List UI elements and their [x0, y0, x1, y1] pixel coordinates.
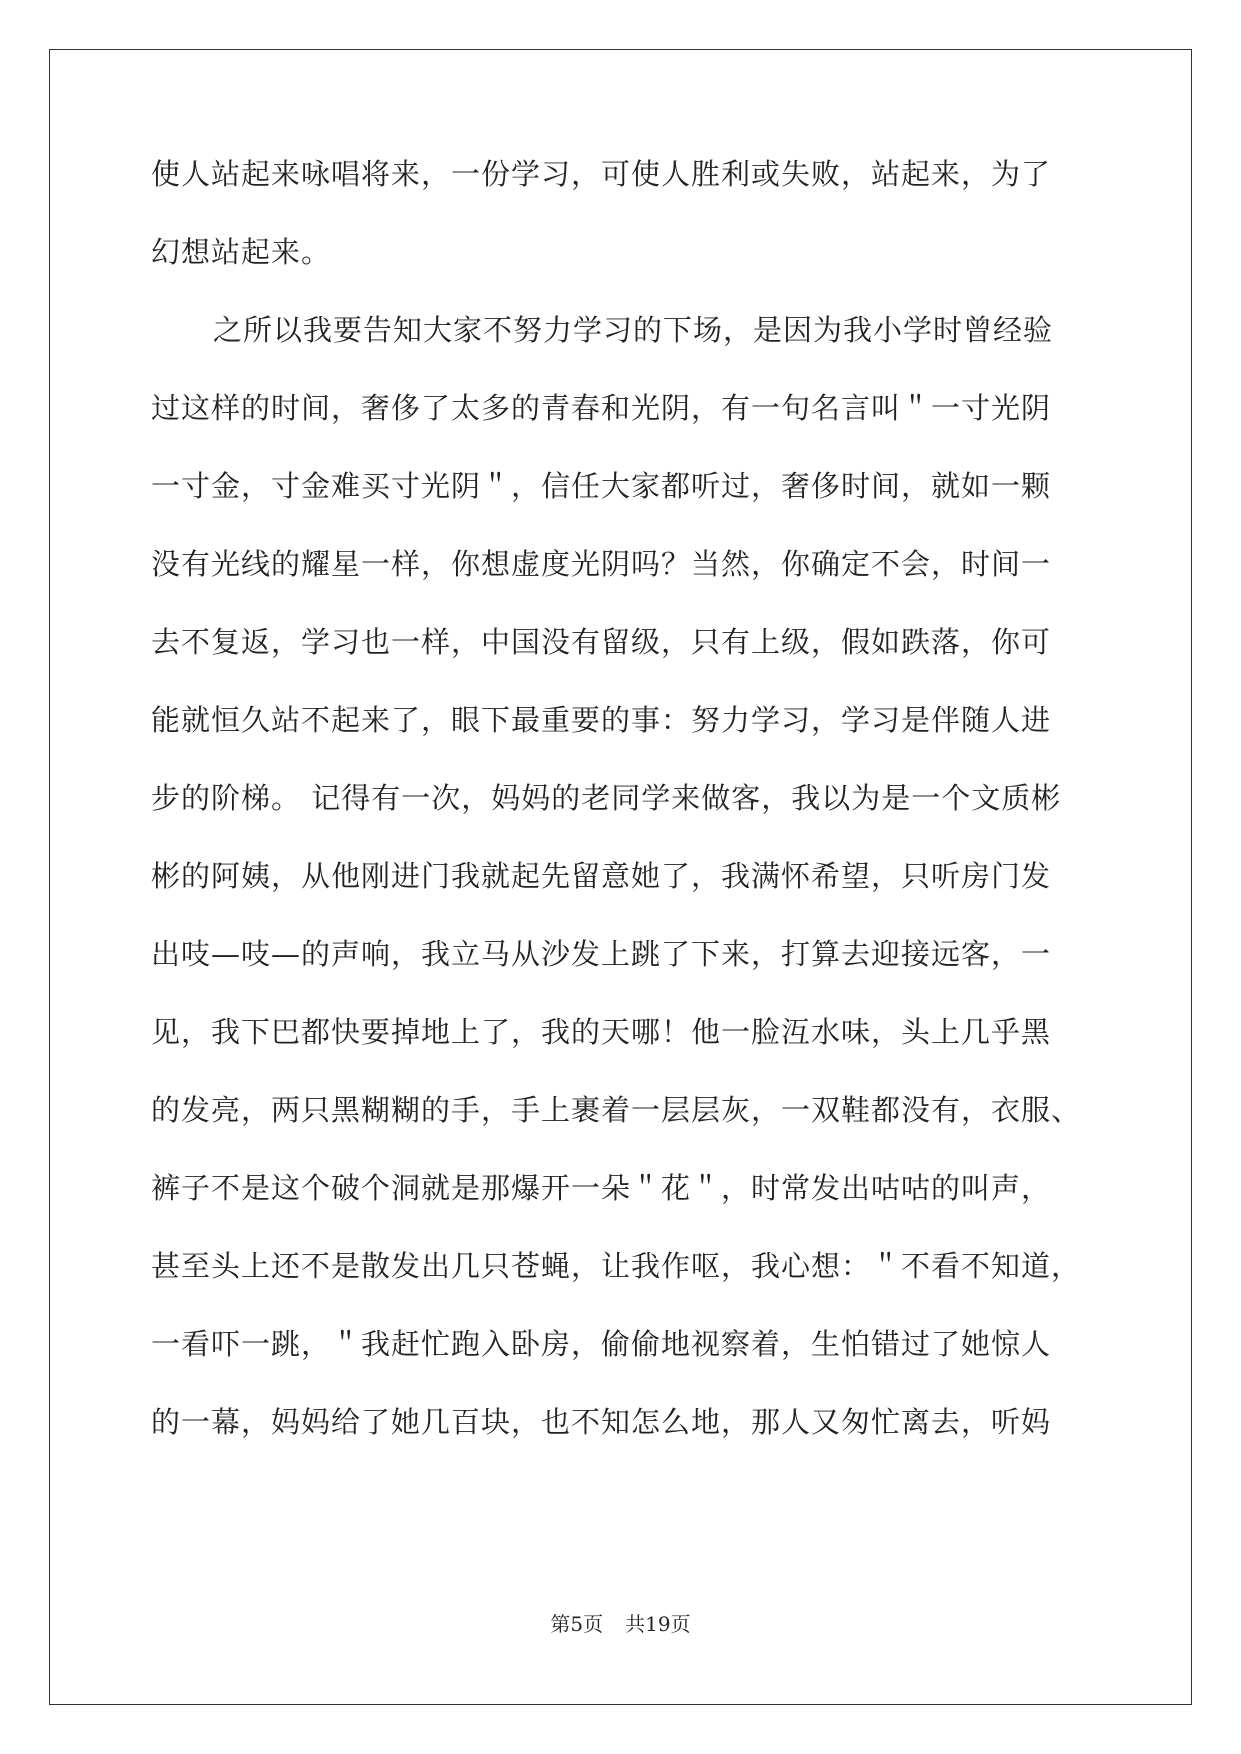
text-line: 彬的阿姨，从他刚进门我就起先留意她了，我满怀希望，只听房门发	[151, 859, 1052, 893]
text-line: 见，我下巴都快要掉地上了，我的天哪！他一脸沍水味，头上几乎黑	[151, 1015, 1052, 1049]
page-number: 第5页	[550, 1612, 604, 1636]
text-line: 出吱—吱—的声响，我立马从沙发上跳了下来，打算去迎接远客，一	[151, 937, 1052, 971]
text-line: 裤子不是这个破个洞就是那爆开一朵＂花＂，时常发出咕咕的叫声，	[151, 1171, 1052, 1205]
text-line: 一寸金，寸金难买寸光阴＂，信任大家都听过，奢侈时间，就如一颗	[151, 469, 1052, 503]
page-footer	[0, 1612, 1241, 1636]
text-line: 没有光线的耀星一样，你想虚度光阴吗？当然，你确定不会，时间一	[151, 547, 1052, 581]
text-line: 一看吓一跳，＂我赶忙跑入卧房，偷偷地视察着，生怕错过了她惊人	[151, 1327, 1052, 1361]
text-line: 幻想站起来。	[151, 235, 332, 269]
text-line: 的发亮，两只黑糊糊的手，手上裹着一层层灰，一双鞋都没有，衣服、	[151, 1093, 1082, 1127]
document-body	[151, 157, 1091, 1486]
text-line: 步的阶梯。 记得有一次，妈妈的老同学来做客，我以为是一个文质彬	[151, 781, 1062, 815]
text-line: 去不复返，学习也一样，中国没有留级，只有上级，假如跌落，你可	[151, 625, 1052, 659]
text-line: 能就恒久站不起来了，眼下最重要的事：努力学习，学习是伴随人进	[151, 703, 1052, 737]
total-pages: 共19页	[625, 1612, 691, 1636]
paragraph-first-line: 之所以我要告知大家不努力学习的下场，是因为我小学时曾经验	[213, 313, 1054, 347]
text-line: 使人站起来咏唱将来，一份学习，可使人胜利或失败，站起来，为了	[151, 157, 1052, 191]
text-line: 过这样的时间，奢侈了太多的青春和光阴，有一句名言叫＂一寸光阴	[151, 391, 1052, 425]
text-line: 的一幕，妈妈给了她几百块，也不知怎么地，那人又匆忙离去，听妈	[151, 1405, 1052, 1439]
text-line: 甚至头上还不是散发出几只苍蝇，让我作呕，我心想：＂不看不知道，	[151, 1249, 1082, 1283]
